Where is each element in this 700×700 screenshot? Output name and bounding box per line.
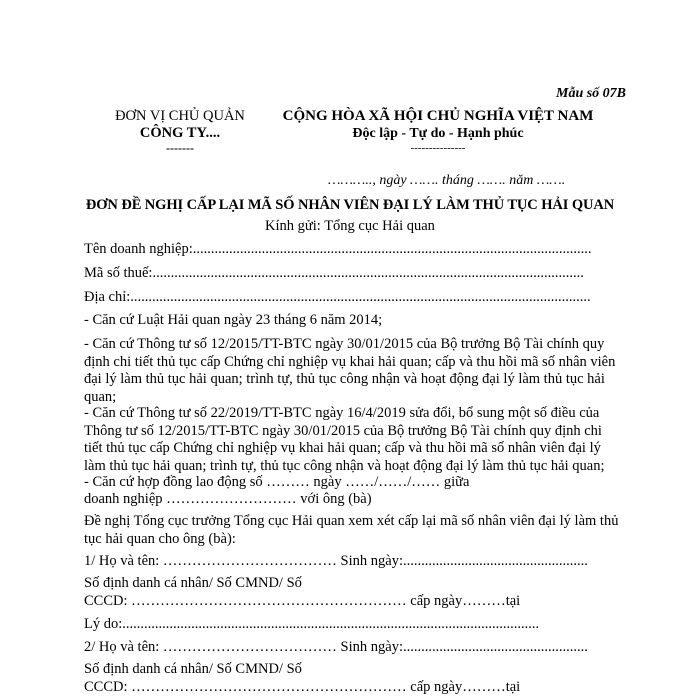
- form-number: Mẫu số 07B: [556, 86, 627, 101]
- contract-line-1: - Căn cứ hợp đồng lao động số ……… ngày ……/……/…… giữa: [84, 474, 470, 490]
- person-1-reason-line: Lý do:...................................................................................................................: [84, 616, 540, 632]
- header-right-divider: ---------------: [410, 142, 466, 154]
- person-2-name-line: 2/ Họ và tên: ……………………………… Sinh ngày:...................................................: [84, 639, 588, 655]
- contract-line-2: doanh nghiệp ……………………… với ông (bà): [84, 491, 372, 507]
- basis-circular-22: - Căn cứ Thông tư số 22/2019/TT-BTC ngày 16/4/2019 sửa đổi, bổ sung một số điều của Thông tư số 12/2015/TT-BTC ngày 30/01/2015 của Bộ trưởng Bộ Tài chính quy định chi tiết thủ tục cấp Chứng chỉ nghiệp vụ khai hải quan; cấp và thu hồi mã số nhân viên đại lý làm thủ tục hải quan; trình tự, thủ tục công nhận và hoạt động đại lý làm thủ tục hải quan;: [84, 405, 605, 474]
- person-2-id-line-1: Số định danh cá nhân/ Số CMND/ Số: [84, 661, 302, 677]
- governing-unit: ĐƠN VỊ CHỦ QUẢN: [115, 108, 245, 124]
- header-right: [282, 108, 594, 154]
- recipient: Kính gửi: Tổng cục Hải quan: [265, 218, 435, 234]
- basis-customs-law: - Căn cứ Luật Hải quan ngày 23 tháng 6 năm 2014;: [84, 312, 383, 328]
- basis-circular-12: - Căn cứ Thông tư số 12/2015/TT-BTC ngày 30/01/2015 của Bộ trưởng Bộ Tài chính quy định chi tiết thủ tục cấp Chứng chỉ nghiệp vụ khai hải quan; cấp và thu hồi mã số nhân viên đại lý làm thủ tục hải quan; trình tự, thủ tục công nhận và hoạt động đại lý làm thủ tục hải quan;: [84, 336, 616, 405]
- address-field: Địa chỉ:...............................................................................................................................: [84, 289, 591, 305]
- person-1-id-line-1: Số định danh cá nhân/ Số CMND/ Số: [84, 575, 302, 591]
- person-1-name-line: 1/ Họ và tên: ……………………………… Sinh ngày:...................................................: [84, 553, 588, 569]
- header-left: [100, 108, 260, 154]
- company-name-header: CÔNG TY....: [139, 125, 221, 141]
- national-motto: Độc lập - Tự do - Hạnh phúc: [352, 126, 524, 141]
- person-2-id-line-2: CCCD: ………………………………………………… cấp ngày………tại: [84, 679, 521, 695]
- header-left-divider: -------: [166, 141, 194, 155]
- date-line: ……….., ngày ……. tháng ……. năm …….: [328, 173, 566, 188]
- tax-code-field: Mã số thuế:.......................................................................................................................: [84, 265, 584, 281]
- company-name-field: Tên doanh nghiệp:..............................................................................................................: [84, 241, 592, 257]
- national-title: CỘNG HÒA XÃ HỘI CHỦ NGHĨA VIỆT NAM: [282, 108, 594, 124]
- request-text: Đề nghị Tổng cục trưởng Tổng cục Hải quan xem xét cấp lại mã số nhân viên đại lý làm thủ tục hải quan cho ông (bà):: [84, 513, 619, 547]
- person-1-id-line-2: CCCD: ………………………………………………… cấp ngày………tại: [84, 593, 521, 609]
- document-title: ĐƠN ĐỀ NGHỊ CẤP LẠI MÃ SỐ NHÂN VIÊN ĐẠI LÝ LÀM THỦ TỤC HẢI QUAN: [85, 197, 615, 213]
